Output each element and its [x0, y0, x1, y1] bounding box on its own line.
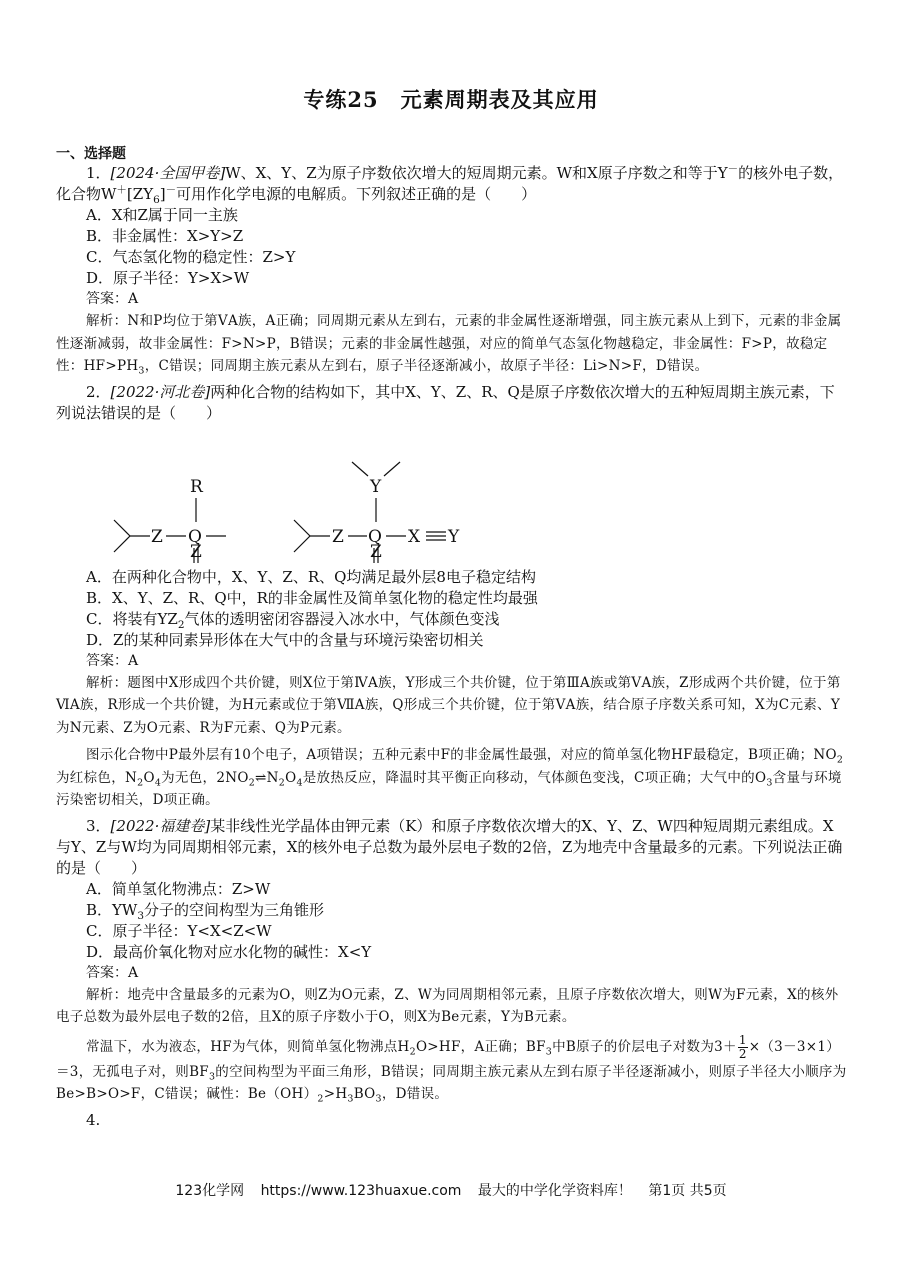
analysis-text: O [143, 769, 155, 786]
question-1-stem: 1．[2024·全国甲卷]W、X、Y、Z为原子序数依次增大的短周期元素。W和X原子序数之和等于Y－的核外电子数，化合物$W^+[ZY_6]^-$可用作化学电源的电解质。下列叙述正确的是（ ） [56, 163, 844, 206]
question-source: [2022·河北卷] [110, 382, 211, 401]
option-a: A．简单氢化物沸点：Z>W [86, 879, 271, 898]
option-b: B．非金属性：X>Y>Z [86, 227, 244, 245]
analysis-text: BO [353, 1086, 376, 1102]
analysis: 解析：题图中X形成四个共价键，则X位于第ⅣA族，Y形成三个共价键，位于第ⅢA族或第ⅤA族，Z形成两个共价键，位于第ⅥA族，R形成一个共价键，为H元素或位于第ⅦA族，Q形成三个共价键，位于第ⅤA族，结合原子序数关系可知，X为C元素、Y为N元素、Z为O元素、R为F元素、Q为P元素。 [56, 674, 841, 736]
atom-q: Q [188, 526, 202, 547]
fraction-denominator: 2 [738, 1046, 747, 1061]
option-c: C．气态氢化物的稳定性：Z>Y [86, 248, 296, 266]
analysis-text: >H [323, 1086, 348, 1102]
option-c: C．将装有$YZ_2$气体的透明密闭容器浸入冰水中，气体颜色变浅 [86, 609, 500, 631]
analysis-text: 解析：N和P均位于第ⅤA族，A正确；同周期元素从左到右，元素的非金属性逐渐增强，同主族元素从上到下，元素的非金属性逐渐减弱，故非金属性：F>N>P，B错误；元素的非金属性越强，对应的简单气态氢化物越稳定，非金属性：F>P，故稳定性：HF>PH [56, 313, 842, 374]
option-text: 气体的透明密闭容器浸入冰水中，气体颜色变浅 [184, 609, 500, 628]
analysis-text: 图示化合物中P最外层有10个电子，A项错误；五种元素中F的非金属性最强，对应的简单氢化物HF最稳定，B项正确；NO [86, 747, 837, 763]
analysis-text: ⇌N [255, 769, 279, 786]
option-a: A．在两种化合物中，X、Y、Z、R、Q均满足最外层8电子稳定结构 [86, 567, 536, 586]
option-text: B．YW [86, 900, 138, 919]
analysis: 解析：地壳中含量最多的元素为O，则Z为O元素，Z、W为同周期相邻元素，且原子序数依次增大，则W为F元素，X的核外电子总数为最外层电子数的2倍，且X的原子序数小于O，则X为Be元素，Y为B元素。 [56, 986, 839, 1025]
stem-text: [ZY [126, 185, 154, 203]
analysis-text: 的空间构型为平面三角形，B错误；同周期主族元素从左到右原子半径逐渐减小，则原子半径大小顺序为Be>B>O>F，C错误；碱性：Be（OH） [56, 1063, 847, 1102]
option-d: D．最高价氧化物对应水化物的碱性：X<Y [86, 942, 372, 961]
analysis: 解析：N和P均位于第ⅤA族，A正确；同周期元素从左到右，元素的非金属性逐渐增强，同主族元素从上到下，元素的非金属性逐渐减弱，故非金属性：F>N>P，B错误；元素的非金属性越强，对应的简单气态氢化物越稳定，非金属性：F>P，故稳定性：$HF>PH_3$，C错误；同周期主族元素从左到右，原子半径逐渐减小，故原子半径：Li>N>F，D错误。 [56, 313, 842, 377]
analysis-text: 中B原子的价层电子对数为3＋ [552, 1038, 737, 1055]
analysis-text: 为无色，2NO [161, 769, 249, 786]
question-2-stem [56, 382, 848, 424]
option-d: D．Z的某种同素异形体在大气中的含量与环境污染密切相关 [86, 630, 484, 649]
atom-z: Z [332, 526, 344, 547]
fraction [738, 1034, 748, 1061]
answer: 答案：A [86, 652, 139, 669]
answer: 答案：A [86, 964, 139, 981]
footer-page-number: 第1页 共5页 [648, 1183, 727, 1199]
atom-z: Z [151, 526, 163, 547]
question-number: 1． [86, 164, 111, 182]
atom-r: R [190, 476, 203, 497]
analysis-text: O>HF，A正确；BF [415, 1038, 546, 1055]
atom-z-bottom: Z [370, 541, 382, 562]
question-number: 2． [86, 382, 111, 401]
analysis-text: 常温下，水为液态，HF为气体，则简单氢化物沸点H [86, 1038, 410, 1055]
atom-z-bottom: Z [190, 541, 202, 562]
footer-site-name: 123化学网 [175, 1183, 245, 1199]
footer-slogan: 最大的中学化学资料库！ [477, 1183, 632, 1199]
atom-x: X [408, 526, 421, 547]
question-source: [2022·福建卷] [110, 816, 211, 835]
page-title: 专练25 元素周期表及其应用 [303, 87, 599, 112]
option-text: 分子的空间构型为三角锥形 [144, 900, 325, 919]
analysis: 常温下，水为液态，HF为气体，则简单氢化物沸点$H_2O>HF$，A正确；$BF_3$中B原子的价层电子对数为3＋ $\frac{1}{2}$ ×（3－3×1）＝3，无孤电子对，则$BF_3$的空间构型为平面三角形，B错误；同周期主族元素从左到右原子半径逐渐减小，则原子半径大小顺序为Be>B>O>F，C错误；碱性：$Be(OH)_2>H_3BO_3$，D错误。 [56, 1032, 847, 1105]
answer: 答案：A [86, 291, 139, 307]
atom-q: Q [368, 526, 382, 547]
option-b: B．X、Y、Z、R、Q中，R的非金属性及简单氢化物的稳定性均最强 [86, 588, 538, 607]
fraction-numerator: 1 [738, 1032, 747, 1047]
page-footer [0, 1180, 902, 1200]
atom-y-top: Y [370, 476, 382, 497]
analysis-text: 为红棕色，N [56, 769, 138, 786]
analysis-text: ×（3－3×1）＝3，无孤电子对，则BF [56, 1038, 841, 1080]
question-3-stem [56, 816, 848, 879]
stem-text: ] [159, 185, 166, 203]
footer-url-link[interactable]: https://www.123huaxue.com [260, 1183, 462, 1199]
question-number: 4. [86, 1110, 101, 1129]
option-d: D．原子半径：Y>X>W [86, 269, 250, 287]
option-c: C．原子半径：Y<X<Z<W [86, 921, 272, 940]
stem-text: 两种化合物的结构如下，其中X、Y、Z、R、Q是原子序数依次增大的五种短周期主族元素，下列说法错误的是（ ） [56, 382, 835, 422]
analysis-text: 是放热反应，降温时其平衡正向移动，气体颜色变浅，C项正确；大气中的O [302, 769, 767, 786]
stem-text: 的核外电子数，化合物W [56, 164, 844, 203]
structure-bottom-labels [56, 537, 848, 567]
document-body [56, 163, 848, 1131]
question-number: 3． [86, 816, 111, 835]
section-heading: 一、选择题 [56, 146, 126, 162]
stem-text: 某非线性光学晶体由钾元素（K）和原子序数依次增大的X、Y、Z、W四种短周期元素组成。X与Y、Z与W均为同周期相邻元素，X的核外电子总数为最外层电子数的2倍，Z为地壳中含量最多的元素。下列说法正确的是（ ） [56, 816, 843, 877]
question-source: [2024·全国甲卷] [110, 164, 226, 182]
stem-text: W、X、Y、Z为原子序数依次增大的短周期元素。W和X原子序数之和等于Y [225, 164, 728, 182]
stem-text: 可用作化学电源的电解质。下列叙述正确的是（ ） [176, 185, 537, 203]
option-b: B．$YW_3$分子的空间构型为三角锥形 [86, 900, 325, 922]
analysis-text: ，D错误。 [381, 1086, 449, 1102]
analysis-text: O [285, 769, 297, 786]
option-text: C．将装有YZ [86, 609, 178, 628]
question-4-stem [56, 1110, 848, 1131]
atom-y: Y [448, 526, 460, 547]
analysis-text: 含量与环境污染密切相关，D项正确。 [56, 769, 842, 808]
option-a: A．X和Z属于同一主族 [86, 206, 238, 224]
analysis-text: ，C错误；同周期主族元素从左到右，原子半径逐渐减小，故原子半径：Li>N>F，D错误。 [144, 358, 709, 374]
analysis: 图示化合物中P最外层有10个电子，A项错误；五种元素中F的非金属性最强，对应的简单氢化物HF最稳定，B项正确；$NO_2$为红棕色，$N_2O_4$为无色，$2NO_2\rightleftharpoons N_2O_4$是放热反应，降温时其平衡正向移动，气体颜色变浅，C项正确；大气中的$O_3$含量与环境污染密切相关，D项正确。 [56, 747, 844, 808]
